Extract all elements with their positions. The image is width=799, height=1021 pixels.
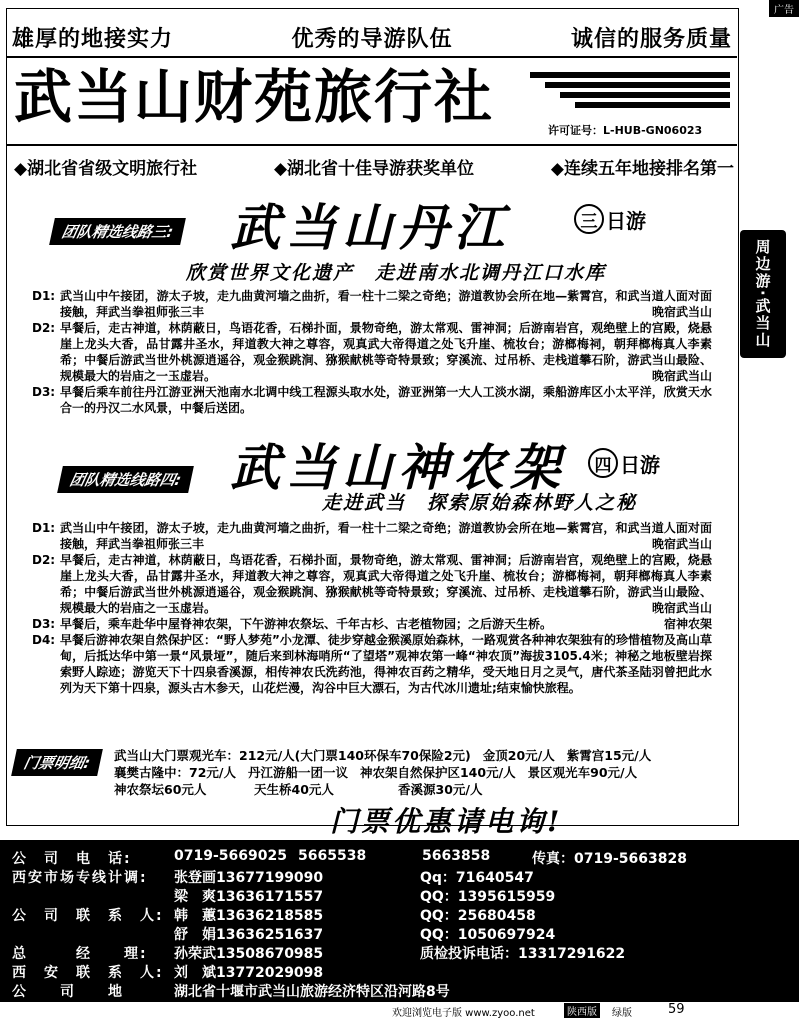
xian-dispatch-label: 西安市场专线计调:	[12, 870, 148, 886]
route4-title: 武当山神农架	[230, 438, 566, 497]
phone-number: 5665538	[298, 848, 367, 864]
ticket-prices	[114, 747, 714, 798]
ticket-item: 丹江游船一团一议	[247, 765, 348, 780]
ticket-item: 襄樊古隆中：72元/人	[114, 765, 236, 780]
contact-person: 张登画13677199090	[174, 870, 324, 886]
edition-tag: 陕西版	[564, 1003, 600, 1018]
days-suffix: 日游	[606, 208, 646, 233]
color-edition: 绿版	[612, 1008, 632, 1019]
ticket-item: 景区观光车90元/人	[527, 765, 638, 780]
day-label: D1:	[32, 289, 56, 303]
side-category-tab: 周边游·武当山	[740, 230, 786, 358]
day-text: 早餐后乘车前往丹江游亚洲天池南水北调中线工程源头取水处，游亚洲第一大人工淡水湖，乘船游库区小太平洋，欣赏天水合一的丹汉二水风景，中餐后送团。	[60, 385, 712, 415]
route3-banner: 团队精选线路三:	[49, 218, 186, 245]
complaint-phone: 质检投诉电话：13317291622	[420, 946, 626, 962]
route4-days-badge	[586, 448, 660, 478]
ticket-item: 香溪源30元/人	[398, 782, 483, 797]
slogan: 诚信的服务质量	[570, 27, 732, 52]
ticket-item: 金顶20元/人	[482, 748, 555, 763]
days-suffix: 日游	[620, 452, 660, 477]
itinerary-day	[32, 520, 712, 552]
day-stay: 晚宿武当山	[651, 305, 712, 319]
route3-itinerary	[32, 288, 712, 416]
day-label: D3:	[32, 617, 56, 631]
contact-label: 公 司 联 系 人:	[12, 908, 164, 924]
page-footer	[0, 1001, 799, 1017]
day-label: D4:	[32, 633, 56, 647]
qq-number: QQ：1050697924	[420, 927, 556, 943]
contact-row	[12, 886, 555, 906]
fax-number: 传真：0719-5663828	[532, 851, 687, 867]
company-address: 湖北省十堰市武当山旅游经济特区沿河路8号	[174, 984, 450, 1000]
days-count: 三	[574, 204, 604, 234]
day-stay: 晚宿武当山	[651, 369, 712, 383]
qq-number: QQ：1395615959	[420, 889, 556, 905]
phone-number: 5663858	[422, 848, 491, 864]
route4-subtitle: 走进武当 探索原始森林野人之秘	[322, 492, 638, 514]
day-text: 早餐后，乘车赴华中屋脊神农架，下午游神农祭坛、千年古杉、古老植物园；之后游天生桥。	[60, 617, 553, 631]
route3-title: 武当山丹江	[230, 198, 510, 257]
route3-days-badge	[572, 204, 646, 234]
day-label: D2:	[32, 321, 56, 335]
manager-row	[12, 943, 625, 963]
itinerary-day	[32, 320, 712, 384]
ticket-item: 神农祭坛60元人	[114, 782, 207, 797]
contact-row	[12, 867, 534, 887]
decorative-stripes	[520, 72, 730, 112]
footer-welcome: 欢迎浏览电子版 www.zyoo.net	[392, 1008, 535, 1019]
xian-contact-row	[12, 962, 323, 982]
ticket-item: 天生桥40元人	[254, 782, 334, 797]
honors-row	[14, 154, 734, 179]
ad-tag: 广告	[769, 0, 799, 17]
itinerary-day	[32, 632, 712, 696]
xian-contact-label: 西 安 联 系 人:	[12, 965, 164, 981]
route4-banner: 团队精选线路四:	[57, 466, 194, 493]
day-stay: 宿神农架	[663, 617, 712, 631]
days-count: 四	[588, 448, 618, 478]
contact-person: 韩 蕙13636218585	[174, 908, 324, 924]
day-text: 武当山中午接团，游太子坡，走九曲黄河墙之曲折，看一柱十二梁之奇绝；游道教协会所在地—紫霄宫，和武当道人面对面接触，拜武当拳祖师张三丰	[60, 521, 712, 551]
phone-number: 0719-5669025	[174, 848, 287, 864]
tickets-label: 门票明细:	[11, 749, 103, 776]
xian-contact: 刘 斌13772029098	[174, 965, 324, 981]
ticket-row	[114, 781, 714, 798]
day-stay: 晚宿武当山	[651, 537, 712, 551]
ticket-item: 紫霄宫15元/人	[566, 748, 652, 763]
day-stay: 晚宿武当山	[651, 601, 712, 615]
day-text: 早餐后游神农架自然保护区：“野人梦苑”小龙潭、徒步穿越金猴溪原始森林，一路观赏各种神农架独有的珍惜植物及高山草甸，后抵达华中第一景“风景垭”，随后来到林海哨所“了望塔”观神农第一峰“神农顶”海拔3105.4米；神秘之地板壁岩探索野人踪迹；游览天下十四泉香溪源，相传神农氏洗药池，得神农百药之精华，受天地日月之灵气，唐代茶圣陆羽曾把此水列为天下第十四泉，源头古木参天，山花烂漫，沟谷中巨大漂石，为古代冰川遗址;结束愉快旅程。	[60, 633, 712, 695]
honor: ◆湖北省省级文明旅行社	[14, 159, 198, 179]
contact-row	[12, 924, 555, 944]
divider	[6, 56, 737, 58]
contact-person: 舒 娟13636251637	[174, 927, 324, 943]
day-label: D2:	[32, 553, 56, 567]
qq-number: Qq：71640547	[420, 870, 534, 886]
qq-number: QQ：25680458	[420, 908, 536, 924]
contact-person: 梁 爽13636171557	[174, 889, 324, 905]
license-number: 许可证号：L-HUB-GN06023	[548, 124, 703, 137]
day-text: 武当山中午接团，游太子坡，走九曲黄河墙之曲折，看一柱十二梁之奇绝；游道教协会所在地—紫霄宫，和武当道人面对面接触，拜武当拳祖师张三丰	[60, 289, 712, 319]
ticket-item: 武当山大门票观光车：212元/人(大门票140环保车70保险2元)	[114, 748, 471, 763]
day-label: D3:	[32, 385, 56, 399]
route3-subtitle: 欣赏世界文化遗产 走进南水北调丹江口水库	[186, 262, 607, 284]
slogan-row	[12, 22, 732, 53]
manager-label: 总 经 理:	[12, 946, 148, 962]
phone-label: 公 司 电 话:	[12, 851, 132, 867]
itinerary-day	[32, 616, 712, 632]
day-label: D1:	[32, 521, 56, 535]
route4-itinerary	[32, 520, 712, 696]
day-text: 早餐后，走古神道，林荫蔽日，鸟语花香，石梯扑面，景物奇绝，游太常观、雷神洞；后游南岩宫，观绝壁上的宫殿，烧悬崖上龙头大香，品甘露井圣水，拜道教大神之尊容，观真武大帝得道之处飞升崖、梳妆台；游榔梅祠，朝拜榔梅真人李素希；中餐后游武当世外桃源逍遥谷，观金猴跳涧、猕猴献桃等奇特景致；穿溪流、过吊桥、走栈道攀石阶，游武当山最险、规模最大的岩庙之一玉虚岩。	[60, 553, 712, 615]
slogan: 雄厚的地接实力	[12, 27, 174, 52]
slogan: 优秀的导游队伍	[291, 27, 453, 52]
ticket-item: 神农架自然保护区140元/人	[359, 765, 516, 780]
agency-name: 武当山财苑旅行社	[14, 63, 495, 131]
itinerary-day	[32, 384, 712, 416]
honor: ◆湖北省十佳导游获奖单位	[273, 159, 475, 179]
ticket-row	[114, 764, 714, 781]
day-text: 早餐后，走古神道，林荫蔽日，鸟语花香，石梯扑面，景物奇绝，游太常观、雷神洞；后游南岩宫，观绝壁上的宫殿，烧悬崖上龙头大香，品甘露井圣水，拜道教大神之尊容，观真武大帝得道之处飞升崖、梳妆台；游榔梅祠，朝拜榔梅真人李素希；中餐后游武当世外桃源逍遥谷，观金猴跳涧、猕猴献桃等奇特景致；穿溪流、过吊桥、走栈道攀石阶，游武当山最险、规模最大的岩庙之一玉虚岩。	[60, 321, 712, 383]
contact-row	[12, 905, 536, 925]
phone-row	[12, 848, 687, 868]
manager-contact: 孙荣武13508670985	[174, 946, 324, 962]
address-label: 公 司 地 址:	[12, 984, 156, 1020]
honor: ◆连续五年地接排名第一	[550, 159, 734, 179]
call-to-action: 门票优惠请电询!	[330, 805, 563, 838]
divider	[6, 144, 737, 146]
itinerary-day	[32, 288, 712, 320]
page-number: 59	[668, 1002, 685, 1017]
ticket-row	[114, 747, 714, 764]
itinerary-day	[32, 552, 712, 616]
